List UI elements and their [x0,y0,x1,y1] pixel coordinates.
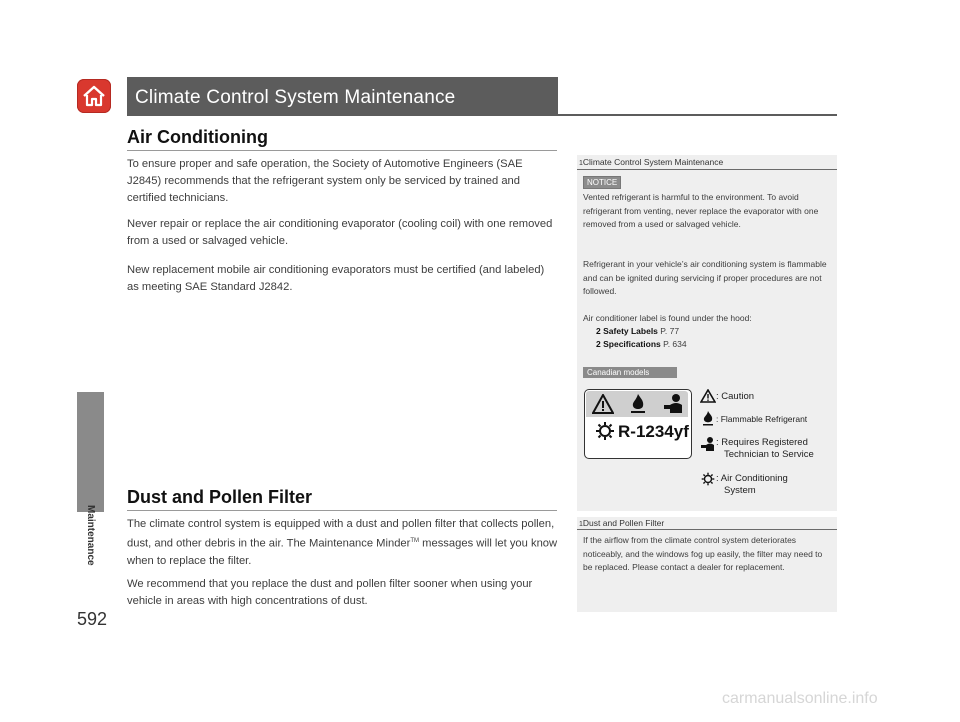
legend-technician: : Requires Registered Technician to Service [716,437,814,460]
note-rule [577,169,837,170]
note-title: 1Climate Control System Maintenance [579,157,724,167]
watermark: carmanualsonline.info [722,690,878,707]
header-rule [127,114,837,116]
refrigerant-code: R-1234yf [618,422,689,441]
paragraph: New replacement mobile air conditioning evaporators must be certified (and labeled) as meeting SAE Standard J2842. [127,264,545,293]
caution-icon [700,389,716,403]
section-heading-air-conditioning: Air Conditioning [127,127,268,147]
page-number: 592 [77,609,108,629]
technician-icon [662,393,686,414]
canadian-models-badge: Canadian models [583,367,677,378]
paragraph: To ensure proper and safe operation, the Society of Automotive Engineers (SAE J2845) recommends that the refrigerant system only be serviced by trained and certified technicians. [127,158,523,204]
notice-badge: NOTICE [583,176,621,189]
caution-icon [592,394,614,414]
flammable-icon [629,393,647,414]
note-rule [577,529,837,530]
technician-icon [700,436,716,452]
legend-ac-system: : Air Conditioning System [716,473,788,496]
section-heading-dust-filter: Dust and Pollen Filter [127,487,313,507]
notice-text: Vented refrigerant is harmful to the environment. To avoid refrigerant from venting, never replace the evaporator with one removed from a used or salvaged vehicle. [583,192,819,229]
sidebar-top [77,110,104,392]
flammable-icon [702,410,714,426]
section-rule [127,150,557,151]
home-icon [81,83,107,109]
section-rule [127,510,557,511]
flammable-text: Refrigerant in your vehicle’s air conditioning system is flammable and can be ignited during servicing if proper procedures are not followed. [583,259,827,296]
paragraph: The climate control system is equipped with a dust and pollen filter that collects pollen, dust, and other debris in the air. The Maintenance Minder™ messages will let you know when to replace the filter. [127,518,558,567]
label-intro: Air conditioner label is found under the hood: [583,313,752,323]
link-safety-labels[interactable]: 2 Safety Labels P. 77 [596,326,680,336]
legend-flammable: : Flammable Refrigerant [716,414,808,424]
sidebar-section-tab[interactable] [77,392,104,512]
note-title: 1Dust and Pollen Filter [579,518,665,528]
sidebar-section-label: Maintenance [85,505,96,566]
paragraph: Never repair or replace the air conditioning evaporator (cooling coil) with one removed from a used or salvaged vehicle. [127,218,553,247]
home-button[interactable] [77,79,111,113]
note-text: If the airflow from the climate control system deteriorates noticeably, and the windows fog up easily, the filter may need to be replaced. Please contact a dealer for replacement. [583,535,823,572]
legend-caution: : Caution [716,391,755,402]
ac-system-icon [595,421,615,441]
ac-system-icon [701,472,715,486]
link-specifications[interactable]: 2 Specifications P. 634 [596,339,687,349]
paragraph: We recommend that you replace the dust and pollen filter sooner when using your vehicle in areas with high concentrations of dust. [127,578,533,607]
page-title: Climate Control System Maintenance [135,87,456,108]
